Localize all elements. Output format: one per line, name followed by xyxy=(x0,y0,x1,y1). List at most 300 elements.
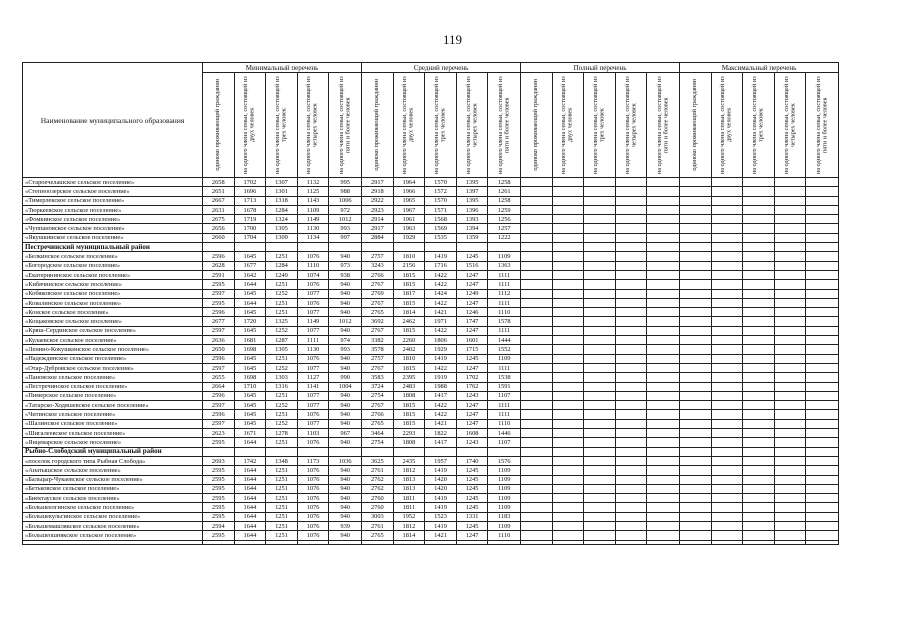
empty-cell xyxy=(552,373,584,382)
empty-cell xyxy=(552,531,584,540)
empty-cell xyxy=(711,512,743,521)
subcolumn-header xyxy=(806,73,839,178)
min-value-cell: 1742 xyxy=(234,456,266,465)
mid-value-cell: 1815 xyxy=(393,298,425,307)
empty-cell xyxy=(584,270,616,279)
mid-value-cell: 1258 xyxy=(488,196,521,205)
min-value-cell: 1076 xyxy=(297,466,329,475)
table-row xyxy=(23,438,839,447)
table-row xyxy=(23,410,839,419)
mid-value-cell: 2757 xyxy=(362,354,394,363)
empty-cell xyxy=(329,540,362,544)
empty-cell xyxy=(23,540,203,544)
district-name: Пестречинский муниципальный район xyxy=(23,243,203,252)
mid-value-cell: 1806 xyxy=(425,336,457,345)
settlement-name: «Кряш-Сердинское сельское поселение» xyxy=(23,326,203,335)
mid-value-cell: 1109 xyxy=(488,503,521,512)
empty-cell xyxy=(647,215,680,224)
table-row xyxy=(23,317,839,326)
min-value-cell: 1149 xyxy=(297,317,329,326)
mid-value-cell: 1815 xyxy=(393,363,425,372)
min-value-cell: 1076 xyxy=(297,298,329,307)
empty-cell xyxy=(774,345,806,354)
mid-value-cell: 1812 xyxy=(393,521,425,530)
empty-cell xyxy=(711,178,743,187)
empty-cell xyxy=(743,308,775,317)
empty-cell xyxy=(774,280,806,289)
mid-value-cell: 1814 xyxy=(393,531,425,540)
min-value-cell: 1130 xyxy=(297,224,329,233)
empty-cell xyxy=(615,456,647,465)
empty-cell xyxy=(584,503,616,512)
mid-value-cell: 1247 xyxy=(456,531,488,540)
mid-value-cell: 1183 xyxy=(488,512,521,521)
empty-cell xyxy=(647,429,680,438)
subcolumn-header-label: на одного члена семьи, состоящей из трех человек xyxy=(750,76,765,174)
empty-cell xyxy=(680,475,712,484)
mid-value-cell: 3724 xyxy=(362,382,394,391)
min-value-cell: 1698 xyxy=(234,345,266,354)
empty-cell xyxy=(615,326,647,335)
min-value-cell: 1076 xyxy=(297,531,329,540)
empty-cell xyxy=(266,243,298,252)
mid-value-cell: 1961 xyxy=(393,215,425,224)
mid-value-cell: 1247 xyxy=(456,410,488,419)
min-value-cell: 940 xyxy=(329,252,362,261)
empty-cell xyxy=(615,252,647,261)
mid-value-cell: 1247 xyxy=(456,326,488,335)
subcolumn-header xyxy=(584,73,616,178)
table-row xyxy=(23,391,839,400)
mid-value-cell: 1257 xyxy=(488,224,521,233)
settlement-name: «Кобяковское сельское поселение» xyxy=(23,289,203,298)
empty-cell xyxy=(774,410,806,419)
table-row xyxy=(23,336,839,345)
min-value-cell: 1012 xyxy=(329,215,362,224)
empty-cell xyxy=(584,178,616,187)
settlement-name: «Большекульгинское сельское поселение» xyxy=(23,512,203,521)
min-value-cell: 2595 xyxy=(203,280,235,289)
subcolumn-header xyxy=(488,73,521,178)
mid-value-cell: 1109 xyxy=(488,354,521,363)
empty-cell xyxy=(647,494,680,503)
empty-cell xyxy=(680,261,712,270)
table-row xyxy=(23,363,839,372)
empty-cell xyxy=(615,466,647,475)
table-row xyxy=(23,289,839,298)
min-value-cell: 2595 xyxy=(203,466,235,475)
empty-cell xyxy=(711,466,743,475)
min-value-cell: 940 xyxy=(329,438,362,447)
empty-cell xyxy=(615,178,647,187)
empty-cell xyxy=(552,243,584,252)
subcolumn-header xyxy=(362,73,394,178)
empty-cell xyxy=(552,363,584,372)
min-value-cell: 1278 xyxy=(266,429,298,438)
min-value-cell: 1677 xyxy=(234,261,266,270)
empty-cell xyxy=(711,456,743,465)
min-value-cell: 1036 xyxy=(329,456,362,465)
min-value-cell: 1077 xyxy=(297,289,329,298)
mid-value-cell: 1397 xyxy=(456,187,488,196)
empty-cell xyxy=(711,215,743,224)
empty-cell xyxy=(647,280,680,289)
mid-value-cell: 2760 xyxy=(362,503,394,512)
empty-cell xyxy=(774,531,806,540)
subcolumn-header xyxy=(329,73,362,178)
min-value-cell: 1076 xyxy=(297,484,329,493)
mid-value-cell: 2761 xyxy=(362,521,394,530)
empty-cell xyxy=(774,224,806,233)
settlement-name: «Тимерлекское сельское поселение» xyxy=(23,196,203,205)
subcolumn-header xyxy=(266,73,298,178)
mid-value-cell: 3243 xyxy=(362,261,394,270)
settlement-name: «Читинское сельское поселение» xyxy=(23,410,203,419)
subcolumn-header xyxy=(647,73,680,178)
mid-value-cell: 1571 xyxy=(425,205,457,214)
min-value-cell: 1076 xyxy=(297,252,329,261)
empty-cell xyxy=(552,512,584,521)
empty-cell xyxy=(615,224,647,233)
empty-cell xyxy=(552,326,584,335)
min-value-cell: 940 xyxy=(329,475,362,484)
mid-value-cell: 1422 xyxy=(425,280,457,289)
mid-value-cell: 1393 xyxy=(456,215,488,224)
mid-value-cell: 1422 xyxy=(425,401,457,410)
empty-cell xyxy=(521,317,553,326)
empty-cell xyxy=(743,531,775,540)
empty-cell xyxy=(774,196,806,205)
min-value-cell: 1284 xyxy=(266,205,298,214)
empty-cell xyxy=(680,438,712,447)
min-value-cell: 1284 xyxy=(266,261,298,270)
empty-cell xyxy=(806,503,839,512)
empty-cell xyxy=(584,512,616,521)
mid-value-cell: 1110 xyxy=(488,419,521,428)
settlement-name: «Пимерское сельское поселение» xyxy=(23,391,203,400)
empty-cell xyxy=(552,391,584,400)
settlement-name: «Якушкинское сельское поселение» xyxy=(23,233,203,242)
empty-cell xyxy=(647,512,680,521)
min-value-cell: 2675 xyxy=(203,215,235,224)
empty-cell xyxy=(680,178,712,187)
table-row xyxy=(23,373,839,382)
empty-cell xyxy=(774,317,806,326)
empty-cell xyxy=(552,382,584,391)
table-row xyxy=(23,196,839,205)
min-value-cell: 1077 xyxy=(297,363,329,372)
min-value-cell: 972 xyxy=(329,205,362,214)
empty-cell xyxy=(774,326,806,335)
empty-cell xyxy=(774,494,806,503)
empty-cell xyxy=(647,401,680,410)
mid-value-cell: 1963 xyxy=(393,224,425,233)
empty-cell xyxy=(806,531,839,540)
min-value-cell: 1719 xyxy=(234,215,266,224)
min-value-cell: 1251 xyxy=(266,354,298,363)
mid-value-cell: 2767 xyxy=(362,280,394,289)
empty-cell xyxy=(806,298,839,307)
settlement-name: «Белкинское сельское поселение» xyxy=(23,252,203,261)
table-row xyxy=(23,494,839,503)
empty-cell xyxy=(647,419,680,428)
mid-value-cell: 1523 xyxy=(425,512,457,521)
empty-cell xyxy=(680,215,712,224)
min-value-cell: 1644 xyxy=(234,494,266,503)
mid-value-cell: 1107 xyxy=(488,391,521,400)
empty-cell xyxy=(647,503,680,512)
empty-cell xyxy=(615,280,647,289)
empty-cell xyxy=(806,447,839,456)
empty-cell xyxy=(552,308,584,317)
mid-value-cell: 1815 xyxy=(393,401,425,410)
min-value-cell: 1305 xyxy=(266,224,298,233)
min-value-cell: 993 xyxy=(329,345,362,354)
min-value-cell: 1249 xyxy=(266,270,298,279)
empty-cell xyxy=(680,494,712,503)
empty-cell xyxy=(774,429,806,438)
table-row xyxy=(23,345,839,354)
empty-cell xyxy=(743,233,775,242)
min-value-cell: 1307 xyxy=(266,178,298,187)
empty-cell xyxy=(203,447,235,456)
empty-cell xyxy=(647,224,680,233)
district-name: Рыбно-Слободский муниципальный район xyxy=(23,447,203,456)
mid-value-cell: 1822 xyxy=(425,429,457,438)
empty-cell xyxy=(680,429,712,438)
table-row xyxy=(23,419,839,428)
empty-cell xyxy=(521,289,553,298)
mid-value-cell: 2923 xyxy=(362,205,394,214)
mid-value-cell: 1247 xyxy=(456,401,488,410)
min-value-cell: 940 xyxy=(329,391,362,400)
min-value-cell: 2667 xyxy=(203,196,235,205)
empty-cell xyxy=(552,298,584,307)
mid-value-cell: 1422 xyxy=(425,326,457,335)
subcolumn-header xyxy=(234,73,266,178)
min-value-cell: 1110 xyxy=(297,261,329,270)
empty-cell xyxy=(743,187,775,196)
settlement-name: «Фомкинское сельское поселение» xyxy=(23,215,203,224)
mid-value-cell: 2914 xyxy=(362,215,394,224)
mid-value-cell: 1245 xyxy=(456,503,488,512)
mid-value-cell: 1258 xyxy=(488,178,521,187)
mid-value-cell: 1601 xyxy=(456,336,488,345)
empty-cell xyxy=(711,243,743,252)
mid-value-cell: 1419 xyxy=(425,354,457,363)
mid-value-cell: 2767 xyxy=(362,401,394,410)
subcolumn-header-label: на одного члена семьи, состоящей из четырех человек xyxy=(464,76,479,174)
empty-cell xyxy=(521,243,553,252)
min-value-cell: 2595 xyxy=(203,531,235,540)
min-value-cell: 1645 xyxy=(234,419,266,428)
min-value-cell: 2596 xyxy=(203,391,235,400)
empty-cell xyxy=(680,336,712,345)
min-value-cell: 940 xyxy=(329,298,362,307)
empty-cell xyxy=(806,336,839,345)
subcolumn-header-label: на одного члена семьи, состоящей из четырех человек xyxy=(623,76,638,174)
min-value-cell: 974 xyxy=(329,336,362,345)
empty-cell xyxy=(584,243,616,252)
empty-cell xyxy=(680,187,712,196)
empty-cell xyxy=(615,354,647,363)
min-value-cell: 2631 xyxy=(203,205,235,214)
empty-cell xyxy=(680,466,712,475)
mid-value-cell: 2767 xyxy=(362,326,394,335)
mid-value-cell: 2884 xyxy=(362,233,394,242)
min-value-cell: 1671 xyxy=(234,429,266,438)
min-value-cell: 2595 xyxy=(203,475,235,484)
empty-cell xyxy=(521,178,553,187)
min-value-cell: 1109 xyxy=(297,205,329,214)
min-value-cell: 1251 xyxy=(266,466,298,475)
empty-cell xyxy=(711,317,743,326)
min-value-cell: 940 xyxy=(329,466,362,475)
table-row xyxy=(23,280,839,289)
mid-value-cell: 1715 xyxy=(456,345,488,354)
empty-cell xyxy=(711,205,743,214)
mid-value-cell: 1111 xyxy=(488,326,521,335)
empty-cell xyxy=(584,456,616,465)
empty-cell xyxy=(774,308,806,317)
mid-value-cell: 2769 xyxy=(362,289,394,298)
empty-cell xyxy=(584,215,616,224)
min-value-cell: 2596 xyxy=(203,410,235,419)
mid-value-cell: 1516 xyxy=(456,261,488,270)
empty-cell xyxy=(521,261,553,270)
empty-cell xyxy=(362,447,394,456)
empty-cell xyxy=(806,326,839,335)
empty-cell xyxy=(806,224,839,233)
min-value-cell: 2664 xyxy=(203,382,235,391)
district-row xyxy=(23,447,839,456)
subcolumn-header xyxy=(521,73,553,178)
empty-cell xyxy=(774,521,806,530)
settlement-name: «Пановское сельское поселение» xyxy=(23,373,203,382)
empty-cell xyxy=(680,410,712,419)
empty-cell xyxy=(680,289,712,298)
empty-cell xyxy=(584,419,616,428)
empty-cell xyxy=(711,447,743,456)
mid-value-cell: 1929 xyxy=(425,345,457,354)
empty-cell xyxy=(425,447,457,456)
empty-cell xyxy=(743,512,775,521)
empty-cell xyxy=(584,410,616,419)
min-value-cell: 2636 xyxy=(203,336,235,345)
empty-cell xyxy=(806,261,839,270)
empty-cell xyxy=(806,252,839,261)
mid-value-cell: 2917 xyxy=(362,224,394,233)
empty-cell xyxy=(680,373,712,382)
subcolumn-header xyxy=(711,73,743,178)
table-row xyxy=(23,503,839,512)
settlement-name: «Чуппановское сельское поселение» xyxy=(23,224,203,233)
settlement-name: «Большемашлякское сельское поселение» xyxy=(23,521,203,530)
mid-value-cell: 3578 xyxy=(362,345,394,354)
min-value-cell: 2596 xyxy=(203,308,235,317)
empty-cell xyxy=(743,298,775,307)
min-value-cell: 938 xyxy=(329,270,362,279)
empty-cell xyxy=(711,401,743,410)
empty-cell xyxy=(647,243,680,252)
empty-cell xyxy=(584,224,616,233)
mid-value-cell: 1245 xyxy=(456,484,488,493)
mid-value-cell: 1957 xyxy=(425,456,457,465)
subcolumn-header-label: на одного члена семьи, состоящей из четырех человек xyxy=(305,76,320,174)
empty-cell xyxy=(615,298,647,307)
empty-cell xyxy=(584,261,616,270)
mid-value-cell: 1417 xyxy=(425,391,457,400)
mid-value-cell: 1420 xyxy=(425,484,457,493)
min-value-cell: 2595 xyxy=(203,512,235,521)
empty-cell xyxy=(362,243,394,252)
empty-cell xyxy=(647,540,680,544)
subcolumn-header xyxy=(393,73,425,178)
empty-cell xyxy=(743,196,775,205)
empty-cell xyxy=(680,280,712,289)
empty-cell xyxy=(584,196,616,205)
empty-cell xyxy=(680,503,712,512)
mid-value-cell: 1572 xyxy=(425,187,457,196)
mid-value-cell: 2402 xyxy=(393,345,425,354)
min-value-cell: 2658 xyxy=(203,178,235,187)
min-value-cell: 1645 xyxy=(234,326,266,335)
settlement-name: «Анатышское сельское поселение» xyxy=(23,466,203,475)
min-value-cell: 1644 xyxy=(234,531,266,540)
empty-cell xyxy=(521,270,553,279)
min-value-cell: 1644 xyxy=(234,521,266,530)
min-value-cell: 967 xyxy=(329,429,362,438)
empty-cell xyxy=(680,484,712,493)
empty-cell xyxy=(647,345,680,354)
empty-cell xyxy=(806,215,839,224)
empty-cell xyxy=(615,196,647,205)
mid-value-cell: 3692 xyxy=(362,317,394,326)
empty-cell xyxy=(552,187,584,196)
table-row xyxy=(23,484,839,493)
empty-cell xyxy=(615,512,647,521)
subcolumn-header-label: одиноко проживающий гражданин xyxy=(373,79,381,171)
mid-value-cell: 2754 xyxy=(362,391,394,400)
empty-cell xyxy=(806,540,839,544)
table-row xyxy=(23,215,839,224)
empty-cell xyxy=(552,215,584,224)
empty-cell xyxy=(552,345,584,354)
mid-value-cell: 1363 xyxy=(488,261,521,270)
mid-value-cell: 1538 xyxy=(488,373,521,382)
min-value-cell: 1251 xyxy=(266,484,298,493)
min-value-cell: 1642 xyxy=(234,270,266,279)
min-value-cell: 1681 xyxy=(234,336,266,345)
mid-value-cell: 1919 xyxy=(425,373,457,382)
empty-cell xyxy=(774,438,806,447)
min-value-cell: 1252 xyxy=(266,401,298,410)
subcolumn-header xyxy=(615,73,647,178)
empty-cell xyxy=(615,494,647,503)
min-value-cell: 940 xyxy=(329,289,362,298)
empty-cell xyxy=(615,391,647,400)
min-value-cell: 1076 xyxy=(297,521,329,530)
min-value-cell: 2677 xyxy=(203,317,235,326)
min-value-cell: 990 xyxy=(329,373,362,382)
empty-cell xyxy=(584,373,616,382)
empty-cell xyxy=(774,382,806,391)
empty-cell xyxy=(521,308,553,317)
empty-cell xyxy=(743,391,775,400)
min-value-cell: 1076 xyxy=(297,438,329,447)
empty-cell xyxy=(584,429,616,438)
mid-value-cell: 1246 xyxy=(456,308,488,317)
